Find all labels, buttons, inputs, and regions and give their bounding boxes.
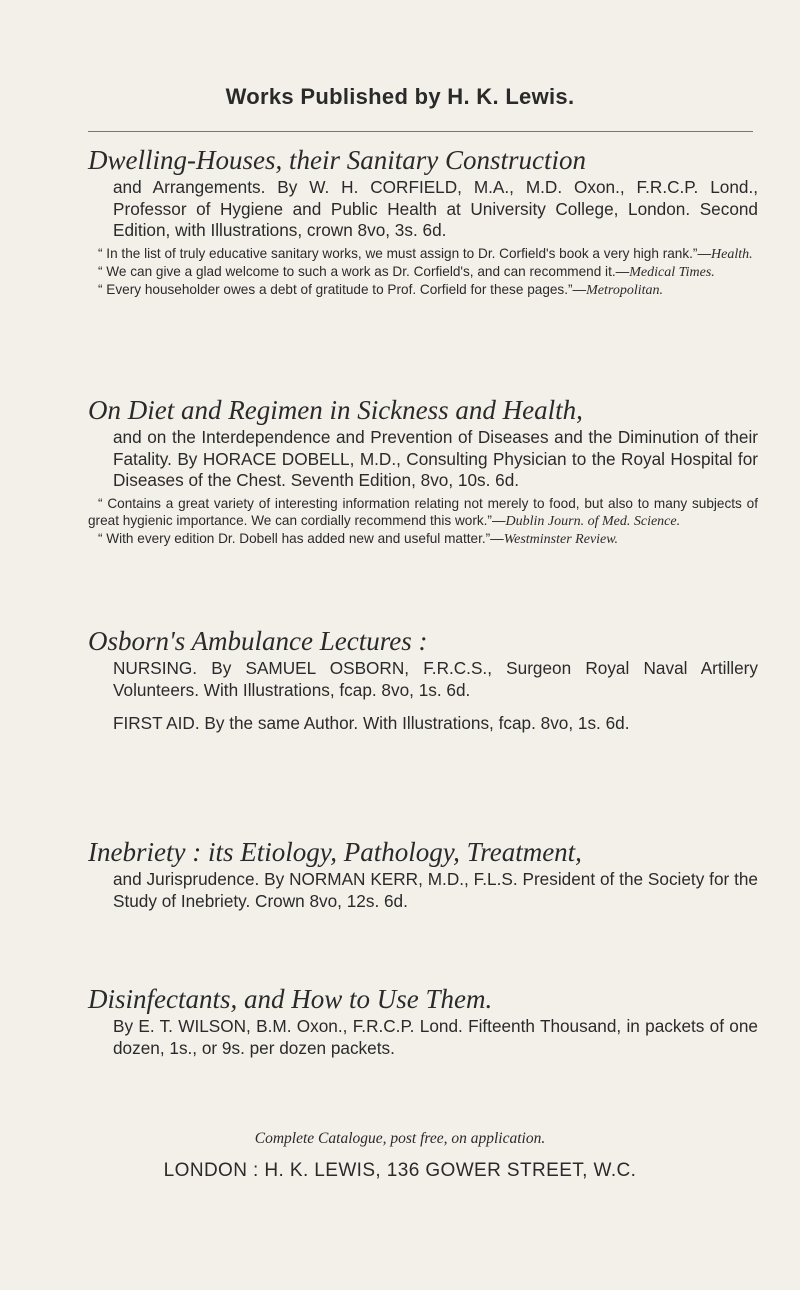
review-quote: “ Every householder owes a debt of gratitude to Prof. Corfield for these pages.”—Metropolitan. bbox=[98, 281, 664, 298]
review-source: Medical Times. bbox=[629, 264, 715, 280]
header-rule bbox=[88, 131, 753, 132]
entry-title: Osborn's Ambulance Lectures : bbox=[88, 626, 428, 656]
entry-body: and on the Interdependence and Prevention of Diseases and the Diminution of their Fatality. By HORACE DOBELL, M.D., Consulting Physician to the Royal Hospital for Diseases of the Chest. Seventh Edition, 8vo, 10s. 6d. bbox=[113, 427, 758, 490]
entry-body: and Jurisprudence. By NORMAN KERR, M.D., F.L.S. President of the Society for the Study of Inebriety. Crown 8vo, 12s. 6d. bbox=[113, 869, 758, 911]
review-source: Metropolitan. bbox=[586, 282, 664, 298]
review-source: Dublin Journ. of Med. Science. bbox=[505, 513, 681, 529]
review-source: Health. bbox=[711, 246, 753, 262]
entry-dwelling-houses bbox=[88, 144, 758, 299]
entry-inebriety bbox=[88, 836, 758, 912]
entry-diet-regimen bbox=[88, 394, 758, 548]
entry-body-first-aid: FIRST AID. By the same Author. With Illustrations, fcap. 8vo, 1s. 6d. bbox=[113, 713, 630, 733]
review-quote: “ With every edition Dr. Dobell has added new and useful matter.”—Westminster Review. bbox=[98, 530, 619, 547]
catalogue-note: Complete Catalogue, post free, on application. bbox=[254, 1130, 546, 1147]
review-quote: “ We can give a glad welcome to such a work as Dr. Corfield's, and can recommend it.—Medical Times. bbox=[98, 263, 715, 280]
entry-ambulance-lectures bbox=[88, 625, 758, 735]
entry-body: NURSING. By SAMUEL OSBORN, F.R.C.S., Surgeon Royal Naval Artillery Volunteers. With Illustrations, fcap. 8vo, 1s. 6d. bbox=[113, 658, 758, 700]
page-header: Works Published by H. K. Lewis. bbox=[225, 84, 575, 109]
entry-disinfectants bbox=[88, 983, 758, 1059]
entry-title: On Diet and Regimen in Sickness and Health, bbox=[88, 395, 583, 425]
entry-title: Inebriety : its Etiology, Pathology, Treatment, bbox=[88, 837, 582, 867]
review-quote: “ In the list of truly educative sanitary works, we must assign to Dr. Corfield's book a very high rank.”—Health. bbox=[98, 245, 753, 262]
entry-title: Disinfectants, and How to Use Them. bbox=[88, 984, 493, 1014]
publisher-address: LONDON : H. K. LEWIS, 136 GOWER STREET, W.C. bbox=[163, 1160, 637, 1181]
entry-body: By E. T. WILSON, B.M. Oxon., F.R.C.P. Lond. Fifteenth Thousand, in packets of one dozen, 1s., or 9s. per dozen packets. bbox=[113, 1016, 758, 1058]
entry-body: and Arrangements. By W. H. CORFIELD, M.A., M.D. Oxon., F.R.C.P. Lond., Professor of Hygiene and Public Health at University College, London. Second Edition, with Illustrations, crown 8vo, 3s. 6d. bbox=[113, 177, 758, 240]
review-source: Westminster Review. bbox=[503, 531, 619, 547]
entry-title: Dwelling-Houses, their Sanitary Construction bbox=[88, 145, 586, 175]
review-quote: “ Contains a great variety of interesting information relating not merely to food, but also to many subjects of great hygienic importance. We can cordially recommend this work.”—Dublin Journ. of Med. Science. bbox=[88, 495, 758, 529]
